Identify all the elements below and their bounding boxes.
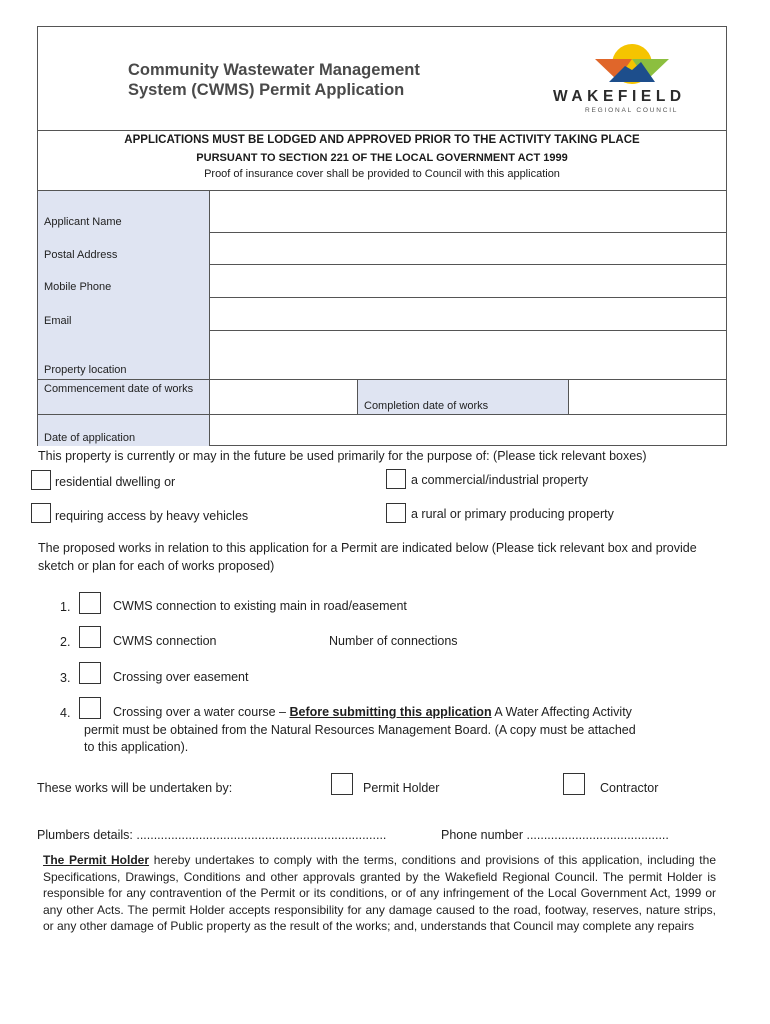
works-item-4-line-3: to this application). (84, 740, 189, 754)
commencement-date-label: Commencement date of works (44, 383, 194, 395)
rural-label: a rural or primary producing property (411, 507, 614, 521)
email-label: Email (44, 315, 72, 327)
title-line-2: System (CWMS) Permit Application (128, 81, 405, 99)
mobile-phone-label: Mobile Phone (44, 281, 112, 293)
commencement-date-input[interactable] (210, 380, 357, 414)
email-input[interactable] (210, 298, 727, 330)
permit-holder-checkbox[interactable] (331, 773, 353, 795)
works-item-label: Crossing over easement (113, 670, 249, 684)
applicant-name-label: Applicant Name (44, 216, 122, 228)
number-of-connections-label: Number of connections (329, 634, 458, 648)
residential-label: residential dwelling or (55, 475, 176, 489)
notice-line-1: APPLICATIONS MUST BE LODGED AND APPROVED PRIOR TO THE ACTIVITY TAKING PLACE (124, 134, 640, 146)
contractor-checkbox[interactable] (563, 773, 585, 795)
postal-address-input[interactable] (210, 233, 727, 264)
undertaken-by-label: These works will be undertaken by: (37, 781, 233, 795)
works-item-4-line-1 (113, 705, 632, 719)
logo-subtitle: REGIONAL COUNCIL (585, 107, 679, 114)
works-item-4-line-2: permit must be obtained from the Natural Resources Management Board. (A copy must be attached (84, 723, 636, 737)
completion-date-label: Completion date of works (364, 400, 489, 412)
works-intro: The proposed works in relation to this application for a Permit are indicated below (Please tick relevant box and provide sketch or plan for each of works proposed) (38, 541, 697, 573)
form-title (128, 60, 420, 100)
heavy-vehicles-checkbox[interactable] (31, 503, 51, 523)
terms-lead: The Permit Holder (43, 853, 150, 867)
header-divider (37, 130, 727, 131)
completion-date-input[interactable] (569, 380, 727, 414)
commercial-label: a commercial/industrial property (411, 473, 589, 487)
mobile-phone-input[interactable] (210, 265, 727, 297)
council-logo-icon (595, 40, 669, 84)
commercial-checkbox[interactable] (386, 469, 406, 489)
date-of-application-label: Date of application (44, 432, 136, 444)
column-divider (357, 379, 358, 414)
works-item-2-checkbox[interactable] (79, 626, 101, 648)
works-item-1-checkbox[interactable] (79, 592, 101, 614)
applicant-name-input[interactable] (210, 191, 727, 232)
residential-checkbox[interactable] (31, 470, 51, 490)
works-item-label: CWMS connection (113, 634, 217, 648)
works-item-4-emphasis: Before submitting this application (289, 705, 492, 719)
title-line-1: Community Wastewater Management (128, 61, 420, 79)
works-item-4-rest: A Water Affecting Activity (494, 705, 632, 719)
postal-address-label: Postal Address (44, 249, 118, 261)
works-item-number: 1. (60, 600, 71, 614)
works-item-label: CWMS connection to existing main in road/easement (113, 599, 407, 613)
terms-text: hereby undertakes to comply with the terms, conditions and provisions of this application, including the Specifications, Drawings, Conditions and other approvals granted by the Wakefield Regional Council. The permit Holder is responsible for any contravention of the Permit or its conditions, or of any infringement of the Local Government Act, 1999 or any other Acts. The permit Holder accepts responsibility for any damage caused to the road, footway, reserves, nature strips, or any other damage of Public property as the result of the works; and, understands that Council may complete any repairs (43, 853, 716, 934)
works-item-number: 2. (60, 635, 71, 649)
works-item-4-checkbox[interactable] (79, 697, 101, 719)
works-item-label: Crossing over a water course – (113, 705, 286, 719)
terms-paragraph (43, 852, 716, 935)
property-location-label: Property location (44, 364, 127, 376)
works-item-3-checkbox[interactable] (79, 662, 101, 684)
works-item-number: 3. (60, 671, 71, 685)
rural-checkbox[interactable] (386, 503, 406, 523)
notice-line-3: Proof of insurance cover shall be provided to Council with this application (204, 168, 560, 180)
property-location-input[interactable] (210, 331, 727, 379)
works-item-number: 4. (60, 706, 71, 720)
phone-number-field[interactable]: Phone number ......................................... (441, 828, 669, 842)
logo-wordmark: WAKEFIELD (553, 88, 686, 105)
notice-line-2: PURSUANT TO SECTION 221 OF THE LOCAL GOVERNMENT ACT 1999 (196, 152, 568, 164)
permit-holder-label: Permit Holder (363, 781, 440, 795)
plumbers-details-field[interactable]: Plumbers details: ........................................................................ (37, 828, 387, 842)
heavy-vehicles-label: requiring access by heavy vehicles (55, 509, 249, 523)
date-of-application-input[interactable] (210, 415, 727, 446)
usage-intro: This property is currently or may in the future be used primarily for the purpose of: (Please tick relevant boxes) (38, 449, 647, 463)
contractor-label: Contractor (600, 781, 659, 795)
